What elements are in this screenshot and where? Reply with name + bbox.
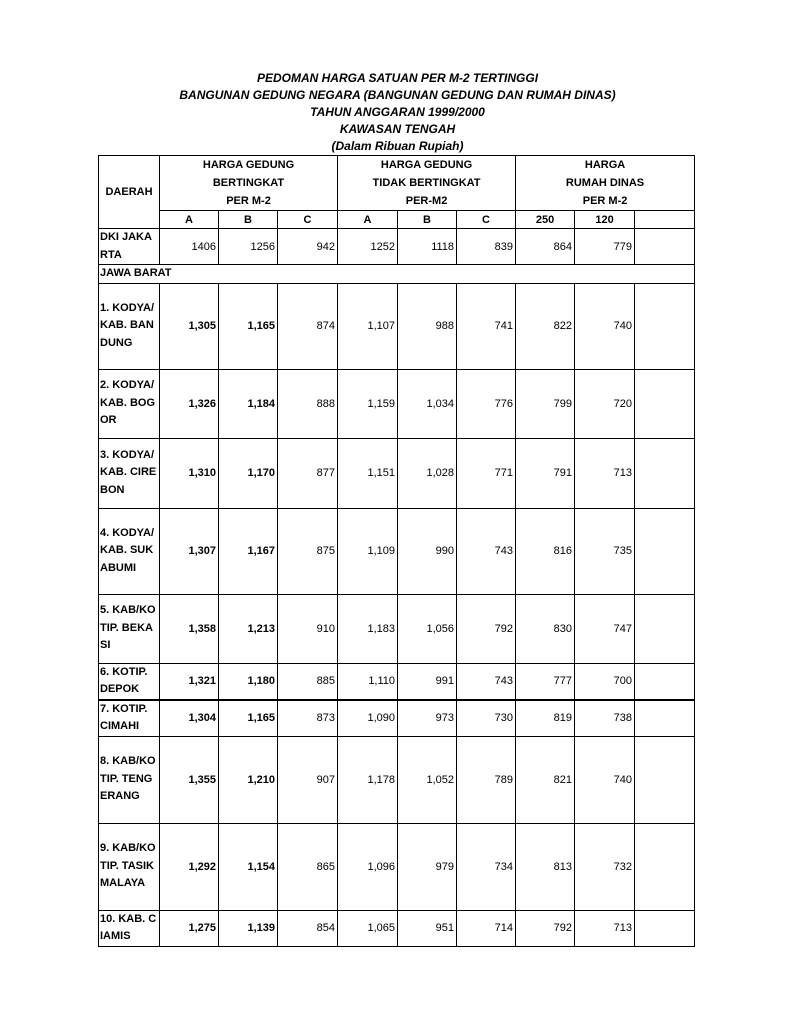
value-cell: 1,165 xyxy=(219,700,278,737)
value-cell: 822 xyxy=(516,283,575,369)
value-cell: 973 xyxy=(398,700,457,737)
value-cell: 1,151 xyxy=(338,438,398,508)
value-cell: 1,139 xyxy=(219,910,278,946)
value-cell: 991 xyxy=(398,663,457,700)
table-row xyxy=(99,594,695,663)
value-cell: 747 xyxy=(575,594,635,663)
table-row xyxy=(99,736,695,823)
value-cell: 907 xyxy=(278,736,338,823)
value-cell xyxy=(635,736,695,823)
title-line-4: KAWASAN TENGAH xyxy=(339,122,456,136)
group3-line3: PER M-2 xyxy=(582,195,628,207)
subheader-cell: A xyxy=(160,211,219,229)
group3-line1: HARGA xyxy=(584,159,626,171)
title-line-1: PEDOMAN HARGA SATUAN PER M-2 TERTINGGI xyxy=(256,71,539,85)
value-cell xyxy=(635,229,695,265)
value-cell: 720 xyxy=(575,369,635,438)
value-cell: 830 xyxy=(516,594,575,663)
group-header-bertingkat xyxy=(160,156,338,211)
section-row xyxy=(99,265,695,284)
value-cell: 1,210 xyxy=(219,736,278,823)
value-cell: 1,159 xyxy=(338,369,398,438)
subheader-cell: C xyxy=(278,211,338,229)
value-cell: 1,090 xyxy=(338,700,398,737)
value-cell: 1,167 xyxy=(219,508,278,594)
region-cell: 3. KODYA/KAB. CIREBON xyxy=(99,438,160,508)
value-cell: 1,307 xyxy=(160,508,219,594)
subheader-cell: 250 xyxy=(516,211,575,229)
value-cell: 1,292 xyxy=(160,823,219,910)
price-table-viewport xyxy=(98,155,645,942)
subheader-row xyxy=(99,211,695,229)
value-cell: 1,358 xyxy=(160,594,219,663)
value-cell: 1,326 xyxy=(160,369,219,438)
value-cell: 888 xyxy=(278,369,338,438)
group2-line1: HARGA GEDUNG xyxy=(380,159,473,171)
value-cell: 1,056 xyxy=(398,594,457,663)
value-cell: 735 xyxy=(575,508,635,594)
value-cell: 1,305 xyxy=(160,283,219,369)
value-cell: 885 xyxy=(278,663,338,700)
value-cell: 1,355 xyxy=(160,736,219,823)
region-cell: 2. KODYA/KAB. BOGOR xyxy=(99,369,160,438)
value-cell: 988 xyxy=(398,283,457,369)
value-cell: 873 xyxy=(278,700,338,737)
value-cell: 1,184 xyxy=(219,369,278,438)
value-cell: 816 xyxy=(516,508,575,594)
subheader-cell xyxy=(635,211,695,229)
value-cell: 1406 xyxy=(160,229,219,265)
subheader-cell: 120 xyxy=(575,211,635,229)
value-cell: 743 xyxy=(457,663,516,700)
value-cell: 1,110 xyxy=(338,663,398,700)
value-cell xyxy=(635,910,695,946)
value-cell: 1,310 xyxy=(160,438,219,508)
value-cell: 792 xyxy=(516,910,575,946)
table-row xyxy=(99,369,695,438)
region-cell: 1. KODYA/KAB. BANDUNG xyxy=(99,283,160,369)
region-cell: 4. KODYA/KAB. SUKABUMI xyxy=(99,508,160,594)
group3-line2: RUMAH DINAS xyxy=(565,177,645,189)
region-cell: 8. KAB/KOTIP. TENGERANG xyxy=(99,736,160,823)
value-cell xyxy=(635,508,695,594)
value-cell: 951 xyxy=(398,910,457,946)
value-cell: 791 xyxy=(516,438,575,508)
title-line-3: TAHUN ANGGARAN 1999/2000 xyxy=(310,105,485,119)
table-row xyxy=(99,438,695,508)
value-cell xyxy=(635,663,695,700)
value-cell: 730 xyxy=(457,700,516,737)
value-cell: 1,028 xyxy=(398,438,457,508)
value-cell: 942 xyxy=(278,229,338,265)
region-cell: 5. KAB/KOTIP. BEKASI xyxy=(99,594,160,663)
region-cell: 9. KAB/KOTIP. TASIKMALAYA xyxy=(99,823,160,910)
section-filler xyxy=(219,265,695,284)
value-cell: 713 xyxy=(575,438,635,508)
value-cell: 714 xyxy=(457,910,516,946)
value-cell: 821 xyxy=(516,736,575,823)
value-cell: 1,034 xyxy=(398,369,457,438)
price-table xyxy=(98,155,695,947)
value-cell: 1,170 xyxy=(219,438,278,508)
value-cell: 1118 xyxy=(398,229,457,265)
value-cell: 979 xyxy=(398,823,457,910)
table-row xyxy=(99,910,695,946)
value-cell: 910 xyxy=(278,594,338,663)
group1-line3: PER M-2 xyxy=(226,195,271,207)
value-cell: 792 xyxy=(457,594,516,663)
value-cell: 839 xyxy=(457,229,516,265)
section-label: JAWA BARAT xyxy=(99,265,219,284)
value-cell: 734 xyxy=(457,823,516,910)
value-cell: 779 xyxy=(575,229,635,265)
value-cell: 700 xyxy=(575,663,635,700)
value-cell: 813 xyxy=(516,823,575,910)
value-cell xyxy=(635,594,695,663)
value-cell: 1,107 xyxy=(338,283,398,369)
table-row xyxy=(99,283,695,369)
value-cell xyxy=(635,700,695,737)
value-cell: 777 xyxy=(516,663,575,700)
region-cell: DKI JAKARTA xyxy=(99,229,160,265)
value-cell: 1,321 xyxy=(160,663,219,700)
group2-line2: TIDAK BERTINGKAT xyxy=(372,177,481,189)
group-header-rumah-dinas xyxy=(516,156,695,211)
value-cell: 1,304 xyxy=(160,700,219,737)
value-cell: 1256 xyxy=(219,229,278,265)
value-cell: 864 xyxy=(516,229,575,265)
value-cell: 789 xyxy=(457,736,516,823)
value-cell xyxy=(635,283,695,369)
value-cell xyxy=(635,438,695,508)
value-cell xyxy=(635,369,695,438)
value-cell: 1,183 xyxy=(338,594,398,663)
value-cell: 1,065 xyxy=(338,910,398,946)
region-cell: 6. KOTIP. DEPOK xyxy=(99,663,160,700)
value-cell: 771 xyxy=(457,438,516,508)
title-line-5: (Dalam Ribuan Rupiah) xyxy=(331,139,464,153)
value-cell: 776 xyxy=(457,369,516,438)
subheader-cell: B xyxy=(398,211,457,229)
value-cell: 1,154 xyxy=(219,823,278,910)
region-cell: 7. KOTIP. CIMAHI xyxy=(99,700,160,737)
value-cell: 1,178 xyxy=(338,736,398,823)
value-cell: 1,180 xyxy=(219,663,278,700)
value-cell: 741 xyxy=(457,283,516,369)
subheader-cell: A xyxy=(338,211,398,229)
value-cell: 854 xyxy=(278,910,338,946)
value-cell: 1,109 xyxy=(338,508,398,594)
table-row xyxy=(99,700,695,737)
value-cell: 865 xyxy=(278,823,338,910)
value-cell: 877 xyxy=(278,438,338,508)
subheader-cell: B xyxy=(219,211,278,229)
value-cell: 990 xyxy=(398,508,457,594)
table-row xyxy=(99,663,695,700)
value-cell: 740 xyxy=(575,283,635,369)
group-header-tidak-bertingkat xyxy=(338,156,516,211)
document-title-block xyxy=(0,70,795,155)
table-row-dki xyxy=(99,229,695,265)
value-cell: 738 xyxy=(575,700,635,737)
value-cell: 874 xyxy=(278,283,338,369)
value-cell: 732 xyxy=(575,823,635,910)
value-cell: 713 xyxy=(575,910,635,946)
value-cell: 1,052 xyxy=(398,736,457,823)
value-cell: 743 xyxy=(457,508,516,594)
value-cell: 1,275 xyxy=(160,910,219,946)
subheader-cell: C xyxy=(457,211,516,229)
table-row xyxy=(99,508,695,594)
value-cell: 1,213 xyxy=(219,594,278,663)
group2-line3: PER-M2 xyxy=(405,195,448,207)
title-line-2: BANGUNAN GEDUNG NEGARA (BANGUNAN GEDUNG DAN RUMAH DINAS) xyxy=(179,88,616,102)
value-cell: 1,096 xyxy=(338,823,398,910)
value-cell: 1,165 xyxy=(219,283,278,369)
group1-line2: BERTINGKAT xyxy=(212,177,285,189)
value-cell: 1252 xyxy=(338,229,398,265)
value-cell: 819 xyxy=(516,700,575,737)
region-cell: 10. KAB. CIAMIS xyxy=(99,910,160,946)
table-row xyxy=(99,823,695,910)
value-cell: 740 xyxy=(575,736,635,823)
daerah-header: DAERAH xyxy=(99,156,160,229)
value-cell: 799 xyxy=(516,369,575,438)
header-row xyxy=(99,156,695,211)
value-cell xyxy=(635,823,695,910)
value-cell: 875 xyxy=(278,508,338,594)
group1-line1: HARGA GEDUNG xyxy=(202,159,295,171)
